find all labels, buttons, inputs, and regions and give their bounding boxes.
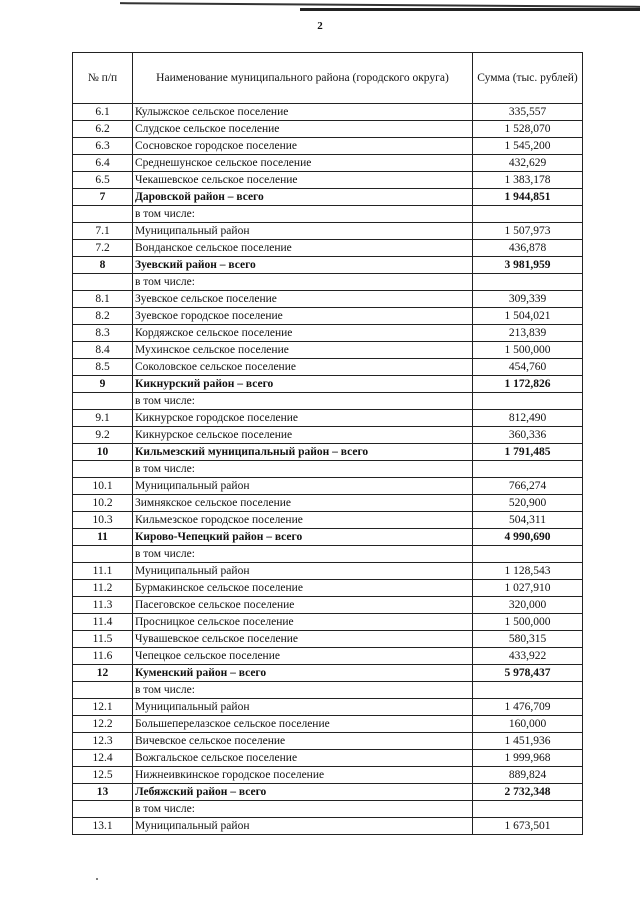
table-row <box>73 529 583 546</box>
table-row <box>73 342 583 359</box>
row-sum: 1 383,178 <box>473 172 583 189</box>
row-num: 10.1 <box>73 478 133 495</box>
table-row <box>73 461 583 478</box>
scan-line <box>300 8 640 11</box>
row-name: Вонданское сельское поселение <box>133 240 473 257</box>
row-name: Муниципальный район <box>133 223 473 240</box>
row-name: в том числе: <box>133 801 473 818</box>
row-name: Кикнурский район – всего <box>133 376 473 393</box>
table-row <box>73 172 583 189</box>
row-sum: 1 999,968 <box>473 750 583 767</box>
row-num <box>73 546 133 563</box>
header-name: Наименование муниципального района (городского округа) <box>133 53 473 104</box>
row-num: 11.6 <box>73 648 133 665</box>
row-num: 7.1 <box>73 223 133 240</box>
row-sum <box>473 274 583 291</box>
row-sum <box>473 801 583 818</box>
row-sum: 432,629 <box>473 155 583 172</box>
row-sum: 504,311 <box>473 512 583 529</box>
table-row <box>73 121 583 138</box>
budget-table <box>72 52 583 835</box>
row-name: в том числе: <box>133 274 473 291</box>
row-name: Среднешунское сельское поселение <box>133 155 473 172</box>
row-num: 12.4 <box>73 750 133 767</box>
row-name: Зимнякское сельское поселение <box>133 495 473 512</box>
row-sum: 520,900 <box>473 495 583 512</box>
table-row <box>73 274 583 291</box>
table-row <box>73 257 583 274</box>
row-sum: 1 172,826 <box>473 376 583 393</box>
table-row <box>73 580 583 597</box>
page-number: 2 <box>317 20 323 32</box>
row-sum: 2 732,348 <box>473 784 583 801</box>
row-sum: 436,878 <box>473 240 583 257</box>
row-sum: 320,000 <box>473 597 583 614</box>
table-row <box>73 444 583 461</box>
row-num: 6.5 <box>73 172 133 189</box>
row-num: 10.3 <box>73 512 133 529</box>
table-row <box>73 359 583 376</box>
header-sum: Сумма (тыс. рублей) <box>473 53 583 104</box>
row-name: Кильмезское городское поселение <box>133 512 473 529</box>
row-sum: 1 944,851 <box>473 189 583 206</box>
row-num: 8.3 <box>73 325 133 342</box>
row-sum <box>473 461 583 478</box>
row-sum: 1 128,543 <box>473 563 583 580</box>
row-num <box>73 274 133 291</box>
row-num: 10 <box>73 444 133 461</box>
table-row <box>73 733 583 750</box>
table-row <box>73 325 583 342</box>
row-sum: 3 981,959 <box>473 257 583 274</box>
table-row <box>73 665 583 682</box>
row-sum: 360,336 <box>473 427 583 444</box>
row-name: Чепецкое сельское поселение <box>133 648 473 665</box>
row-name: в том числе: <box>133 206 473 223</box>
table-row <box>73 223 583 240</box>
row-sum: 454,760 <box>473 359 583 376</box>
row-num <box>73 393 133 410</box>
table-row <box>73 206 583 223</box>
row-sum: 1 451,936 <box>473 733 583 750</box>
row-num: 7 <box>73 189 133 206</box>
row-num <box>73 461 133 478</box>
row-name: Кикнурское городское поселение <box>133 410 473 427</box>
row-name: Даровской район – всего <box>133 189 473 206</box>
row-num: 8.5 <box>73 359 133 376</box>
row-num: 11.1 <box>73 563 133 580</box>
table-row <box>73 393 583 410</box>
table-row <box>73 563 583 580</box>
row-num: 6.3 <box>73 138 133 155</box>
row-sum: 1 528,070 <box>473 121 583 138</box>
table-row <box>73 308 583 325</box>
row-name: Слудское сельское поселение <box>133 121 473 138</box>
table-row <box>73 546 583 563</box>
table-row <box>73 427 583 444</box>
table-row <box>73 767 583 784</box>
row-sum: 433,922 <box>473 648 583 665</box>
header-num: № п/п <box>73 53 133 104</box>
table-row <box>73 750 583 767</box>
table-row <box>73 291 583 308</box>
row-name: Кордяжское сельское поселение <box>133 325 473 342</box>
table-row <box>73 410 583 427</box>
row-name: Пасеговское сельское поселение <box>133 597 473 614</box>
row-num: 11.5 <box>73 631 133 648</box>
row-sum: 1 545,200 <box>473 138 583 155</box>
row-num <box>73 206 133 223</box>
row-sum: 1 791,485 <box>473 444 583 461</box>
row-name: Вожгальское сельское поселение <box>133 750 473 767</box>
row-sum: 1 673,501 <box>473 818 583 835</box>
row-name: Лебяжский район – всего <box>133 784 473 801</box>
row-name: Зуевский район – всего <box>133 257 473 274</box>
scan-top-edge <box>0 0 640 12</box>
row-sum <box>473 206 583 223</box>
row-num: 11 <box>73 529 133 546</box>
row-num: 10.2 <box>73 495 133 512</box>
row-sum: 1 476,709 <box>473 699 583 716</box>
row-num: 8.4 <box>73 342 133 359</box>
row-name: Муниципальный район <box>133 818 473 835</box>
table-row <box>73 138 583 155</box>
table-row <box>73 155 583 172</box>
table-row <box>73 818 583 835</box>
row-sum: 4 990,690 <box>473 529 583 546</box>
row-name: Кильмезский муниципальный район – всего <box>133 444 473 461</box>
row-sum: 766,274 <box>473 478 583 495</box>
table-row <box>73 699 583 716</box>
row-num: 8.2 <box>73 308 133 325</box>
table-row <box>73 614 583 631</box>
row-name: Зуевское городское поселение <box>133 308 473 325</box>
row-num: 11.3 <box>73 597 133 614</box>
row-sum: 335,557 <box>473 104 583 121</box>
row-name: Зуевское сельское поселение <box>133 291 473 308</box>
table-row <box>73 784 583 801</box>
row-sum: 1 500,000 <box>473 342 583 359</box>
row-sum <box>473 682 583 699</box>
row-name: Большеперелазское сельское поселение <box>133 716 473 733</box>
table-row <box>73 801 583 818</box>
row-name: Муниципальный район <box>133 563 473 580</box>
row-num: 7.2 <box>73 240 133 257</box>
row-name: Сосновское городское поселение <box>133 138 473 155</box>
row-num: 12 <box>73 665 133 682</box>
table-body <box>73 104 583 835</box>
scan-line <box>120 2 640 8</box>
row-num <box>73 682 133 699</box>
row-num: 12.1 <box>73 699 133 716</box>
table-row <box>73 240 583 257</box>
row-name: Муниципальный район <box>133 699 473 716</box>
row-sum: 1 500,000 <box>473 614 583 631</box>
table-row <box>73 648 583 665</box>
row-sum: 5 978,437 <box>473 665 583 682</box>
row-num: 11.2 <box>73 580 133 597</box>
row-num: 9.2 <box>73 427 133 444</box>
row-name: в том числе: <box>133 682 473 699</box>
scan-speck <box>96 878 98 880</box>
table-row <box>73 478 583 495</box>
row-num: 8 <box>73 257 133 274</box>
row-num: 13.1 <box>73 818 133 835</box>
row-sum <box>473 546 583 563</box>
row-sum <box>473 393 583 410</box>
row-sum: 160,000 <box>473 716 583 733</box>
row-num: 9 <box>73 376 133 393</box>
table-row <box>73 104 583 121</box>
row-num: 11.4 <box>73 614 133 631</box>
row-sum: 812,490 <box>473 410 583 427</box>
row-name: Кулыжское сельское поселение <box>133 104 473 121</box>
table-row <box>73 376 583 393</box>
row-name: Куменский район – всего <box>133 665 473 682</box>
row-name: в том числе: <box>133 461 473 478</box>
table-row <box>73 716 583 733</box>
row-num: 6.2 <box>73 121 133 138</box>
row-num: 12.3 <box>73 733 133 750</box>
row-name: Муниципальный район <box>133 478 473 495</box>
row-num: 12.5 <box>73 767 133 784</box>
row-num: 6.4 <box>73 155 133 172</box>
row-name: Нижнеивкинское городское поселение <box>133 767 473 784</box>
table-row <box>73 682 583 699</box>
row-sum: 580,315 <box>473 631 583 648</box>
row-name: в том числе: <box>133 393 473 410</box>
row-name: Кирово-Чепецкий район – всего <box>133 529 473 546</box>
row-num: 13 <box>73 784 133 801</box>
row-num: 12.2 <box>73 716 133 733</box>
table-row <box>73 631 583 648</box>
row-name: Бурмакинское сельское поселение <box>133 580 473 597</box>
row-num: 8.1 <box>73 291 133 308</box>
row-num: 9.1 <box>73 410 133 427</box>
row-sum: 1 507,973 <box>473 223 583 240</box>
table-row <box>73 495 583 512</box>
table-row <box>73 189 583 206</box>
row-num: 6.1 <box>73 104 133 121</box>
table-header-row <box>73 53 583 104</box>
table-row <box>73 512 583 529</box>
table-row <box>73 597 583 614</box>
row-name: в том числе: <box>133 546 473 563</box>
row-name: Чувашевское сельское поселение <box>133 631 473 648</box>
row-name: Просницкое сельское поселение <box>133 614 473 631</box>
row-name: Кикнурское сельское поселение <box>133 427 473 444</box>
row-sum: 309,339 <box>473 291 583 308</box>
row-name: Мухинское сельское поселение <box>133 342 473 359</box>
row-sum: 1 504,021 <box>473 308 583 325</box>
row-sum: 889,824 <box>473 767 583 784</box>
row-num <box>73 801 133 818</box>
row-name: Чекашевское сельское поселение <box>133 172 473 189</box>
row-name: Соколовское сельское поселение <box>133 359 473 376</box>
row-name: Вичевское сельское поселение <box>133 733 473 750</box>
row-sum: 1 027,910 <box>473 580 583 597</box>
row-sum: 213,839 <box>473 325 583 342</box>
